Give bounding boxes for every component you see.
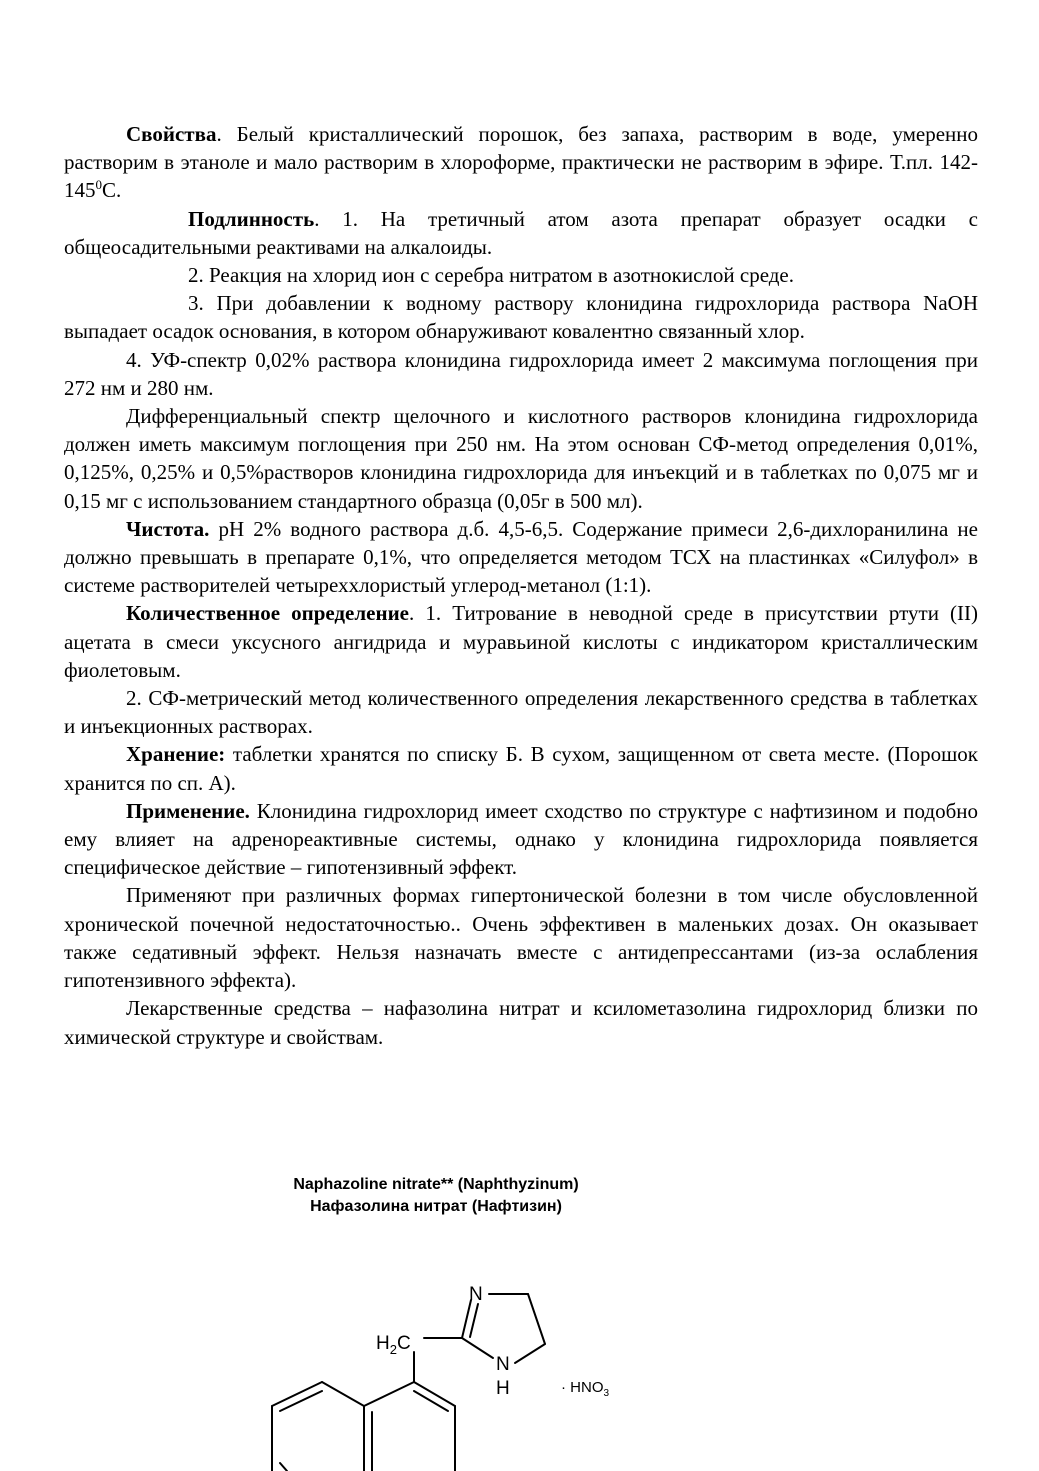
bond-n-c2 [462,1300,471,1338]
paragraph-text: . Белый кристаллический порошок, без запаха, растворим в воде, умеренно растворим в этаноле и мало растворим в хлороформе, практически не растворим в эфире. Т.пл. 142-145 [64,122,978,203]
paragraph-assay-2 [64,684,978,740]
paragraph-identity-2 [64,261,978,289]
paragraph-identity-4 [64,346,978,402]
label-salt [561,1379,610,1399]
paragraph-text: 4. УФ-спектр 0,02% раствора клонидина гидрохлорида имеет 2 максимума поглощения при 272 нм и 280 нм. [64,347,978,400]
paragraph-storage [64,740,978,796]
label-salt-prefix: · HNO [561,1379,604,1396]
label-ch2-c: C [396,1333,411,1354]
paragraph-text: Дифференциальный спектр щелочного и кислотного растворов клонидина гидрохлорида должен иметь максимум поглощения при 250 нм. На этом основан СФ-метод определения 0,01%, 0,125%, 0,25% и 0,5%растворов клонидина гидрохлорида для инъекций и в таблетках по 0,075 мг и 0,15 мг с использованием стандартного образца (0,05г в 500 мл). [64,404,978,513]
paragraph-purity [64,515,978,600]
paragraph-identity [64,205,978,261]
bond-nh-c2 [462,1338,493,1358]
paragraph-text: . 1. Титрование в неводной среде в присутствии ртути (II) ацетата в смеси уксусного ангидрида и муравьиной кислоты с индикатором кристаллическим фиолетовым. [64,601,978,682]
bond-naph-3 [364,1382,414,1406]
label-nh-n: N [496,1354,510,1375]
paragraph-application [64,797,978,882]
paragraph-text: Лекарственные средства – нафазолина нитрат и ксилометазолина гидрохлорид близки по химической структуре и свойствам. [64,996,978,1049]
heading-application: Применение. [126,798,250,823]
superscript-degree: 0 [95,177,102,193]
paragraph-usage [64,881,978,994]
label-ring-n: N [469,1284,483,1305]
paragraph-text: Применяют при различных формах гипертонической болезни в том числе обусловленной хронической почечной недостаточностью.. Очень эффективен в маленьких дозах. Он оказывает также седативный эффект. Нельзя назначать вместе с антидепрессантами (из-за ослабления гипотензивного эффекта). [64,883,978,993]
bond-naph-4 [322,1382,364,1406]
heading-storage: Хранение: [126,742,226,767]
paragraph-differential-spectrum [64,402,978,515]
bond-naph-5-double [280,1391,322,1411]
paragraph-related-drugs [64,994,978,1050]
paragraph-assay [64,599,978,684]
paragraph-properties [64,120,978,205]
paragraph-text: 2. СФ-метрический метод количественного определения лекарственного средства в таблетках и инъекционных растворах. [64,686,978,739]
paragraph-text: таблетки хранятся по списку Б. В сухом, защищенном от света месте. (Порошок хранится по сп. А). [64,742,978,795]
paragraph-text: pH 2% водного раствора д.б. 4,5-6,5. Содержание примеси 2,6-дихлоранилина не должно превышать в препарате 0,1%, что определяется методом ТСХ на пластинках «Силуфол» в системе растворителей четыреххлористый углерод-метанол (1:1). [64,516,978,598]
label-nh-h: H [496,1378,510,1399]
paragraph-text: С. [102,178,122,203]
bond-naph-6-stub [280,1463,287,1471]
label-salt-subscript: 3 [603,1388,610,1399]
label-ch2 [376,1333,411,1357]
paragraph-text: . 1. На третичный атом азота препарат образует осадки с общеосадительными реактивами на алкалоиды. [64,206,978,259]
paragraph-identity-3 [64,289,978,345]
heading-assay: Количественное определение [126,601,410,626]
document-text [64,120,978,1051]
label-ch2-subscript: 2 [389,1342,397,1357]
structure-caption [0,1174,872,1218]
heading-purity: Чистота. [126,516,210,541]
caption-russian: Нафазолина нитрат (Нафтизин) [310,1198,562,1215]
heading-properties: Свойства [126,122,217,146]
bond-ch2-nh [515,1344,545,1363]
caption-english: Naphazoline nitrate** (Naphthyzinum) [293,1176,579,1193]
paragraph-text: 3. При добавлении к водному раствору клонидина гидрохлорида раствора NaOH выпадает осадок основания, в котором обнаруживают ковалентно связанный хлор. [64,291,978,344]
paragraph-text: 2. Реакция на хлорид ион с серебра нитратом в азотнокислой среде. [188,263,794,288]
heading-identity: Подлинность [188,206,315,231]
chemical-structure [0,1270,1039,1471]
bond-ch2-ch2-ring [528,1294,545,1344]
bond-naph-1-double [414,1391,448,1411]
label-ch2-h: H [376,1333,390,1354]
paragraph-text: Клонидина гидрохлорид имеет сходство по структуре с нафтизином и подобно ему влияет на адренореактивные системы, однако у клонидина гидрохлорида появляется специфическое действие – гипотензивный эффект. [64,798,978,880]
bond-n-c2-double [470,1304,478,1337]
